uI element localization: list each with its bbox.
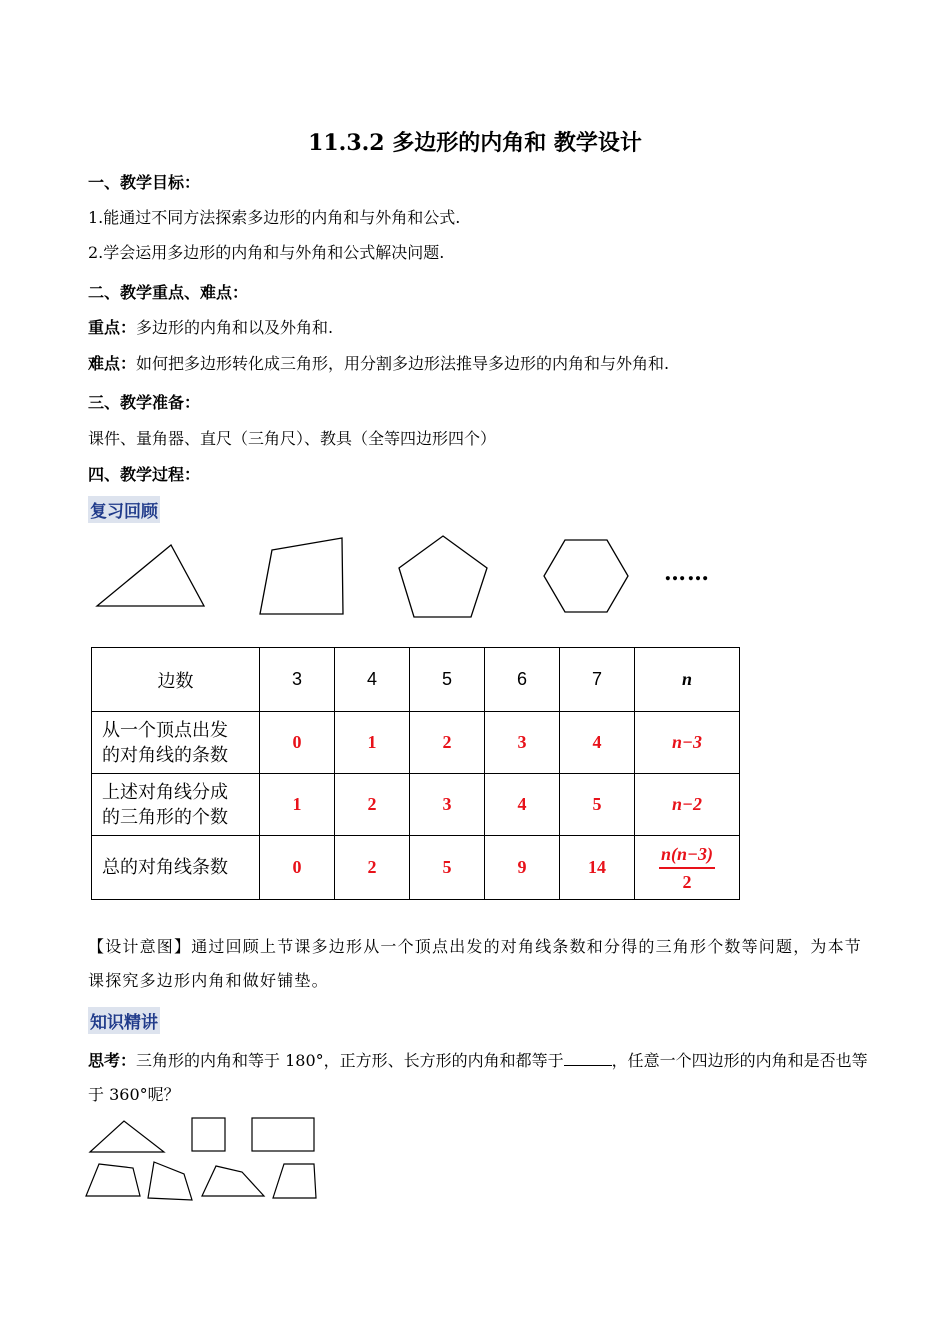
- row-label-line: 的对角线的条数: [102, 744, 228, 765]
- key-heading: 二、教学重点、难点：: [88, 283, 249, 302]
- key-point: [88, 315, 333, 338]
- table-cell: 2: [335, 774, 410, 836]
- prep-text: 课件、量角器、直尺（三角尺）、教具（全等四边形四个）: [88, 429, 497, 448]
- table-header-cell: 4: [335, 648, 410, 712]
- table-cell: 5: [560, 774, 635, 836]
- table-cell: 1: [260, 774, 335, 836]
- prep-heading: 三、教学准备：: [88, 393, 201, 412]
- table-cell: 4: [485, 774, 560, 836]
- table-header-cell: 5: [410, 648, 485, 712]
- goal-1: 1.能通过不同方法探索多边形的内角和与外角和公式.: [88, 208, 461, 227]
- think-question: [88, 1044, 868, 1112]
- small-quad-3-shape: [202, 1166, 264, 1196]
- formula-cell: n−3: [635, 712, 740, 774]
- table-row: [92, 712, 740, 774]
- table-cell: 5: [410, 836, 485, 900]
- diagonal-table: [91, 647, 740, 900]
- answer-blank[interactable]: [564, 1051, 612, 1066]
- small-trapezoid-shape: [273, 1164, 316, 1198]
- formula-cell: n−2: [635, 774, 740, 836]
- table-header-cell: 7: [560, 648, 635, 712]
- table-cell: 3: [410, 774, 485, 836]
- table-header-cell: 6: [485, 648, 560, 712]
- row-label-line: 上述对角线分成: [102, 781, 228, 802]
- small-quad-1-shape: [86, 1164, 140, 1196]
- difficulty-text: 如何把多边形转化成三角形，用分割多边形法推导多边形的内角和与外角和.: [136, 354, 670, 373]
- quadrilateral-shape: [260, 538, 343, 614]
- difficulty-label: 难点：: [88, 354, 137, 373]
- row-label-line: 的三角形的个数: [102, 806, 228, 827]
- review-tag-row: [88, 496, 160, 523]
- knowledge-tag: 知识精讲: [88, 1007, 160, 1034]
- row-label: 总的对角线条数: [92, 836, 260, 900]
- small-square-shape: [192, 1118, 225, 1151]
- key-text: 多边形的内角和以及外角和.: [136, 318, 334, 337]
- table-header-cell: 3: [260, 648, 335, 712]
- fraction-numerator: n(n−3): [659, 841, 715, 869]
- table-cell: 2: [410, 712, 485, 774]
- table-header-row: [92, 648, 740, 712]
- ellipsis: ……: [664, 560, 710, 586]
- pentagon-shape: [399, 536, 487, 617]
- row-label: [92, 712, 260, 774]
- fraction: [659, 841, 715, 895]
- table-cell: 0: [260, 836, 335, 900]
- row-label-line: 从一个顶点出发: [102, 719, 228, 740]
- process-heading: 四、教学过程：: [88, 465, 201, 484]
- table-cell: 0: [260, 712, 335, 774]
- table-cell: 14: [560, 836, 635, 900]
- hexagon-shape: [544, 540, 628, 612]
- formula-cell: [635, 836, 740, 900]
- design-intent: 【设计意图】通过回顾上节课多边形从一个顶点出发的对角线条数和分得的三角形个数等问题，为本节课探究多边形内角和做好铺垫。: [88, 937, 863, 990]
- goals-heading: 一、教学目标：: [88, 173, 201, 192]
- think-label: 思考：: [88, 1051, 137, 1070]
- table-header-cell: 边数: [92, 648, 260, 712]
- triangle-shape: [97, 545, 204, 606]
- table-row: [92, 774, 740, 836]
- table-header-cell: n: [635, 648, 740, 712]
- small-triangle-shape: [90, 1121, 164, 1152]
- table-cell: 3: [485, 712, 560, 774]
- think-text-before: 三角形的内角和等于 180°，正方形、长方形的内角和都等于: [136, 1051, 564, 1070]
- small-quad-2-shape: [148, 1162, 192, 1200]
- fraction-denominator: 2: [682, 871, 692, 892]
- key-label: 重点：: [88, 318, 137, 337]
- table-row: [92, 836, 740, 900]
- think-text-after: ，任意一个四边形的内角和是否也等于 360°呢？: [88, 1051, 868, 1104]
- row-label: [92, 774, 260, 836]
- table-cell: 9: [485, 836, 560, 900]
- goal-2: 2.学会运用多边形的内角和与外角和公式解决问题.: [88, 243, 445, 262]
- difficulty-point: [88, 351, 669, 374]
- page-title: 11.3.2 多边形的内角和 教学设计: [308, 130, 642, 156]
- small-rectangle-shape: [252, 1118, 314, 1151]
- table-cell: 2: [335, 836, 410, 900]
- knowledge-tag-row: [88, 1007, 160, 1034]
- table-cell: 4: [560, 712, 635, 774]
- table-cell: 1: [335, 712, 410, 774]
- review-tag: 复习回顾: [88, 496, 160, 523]
